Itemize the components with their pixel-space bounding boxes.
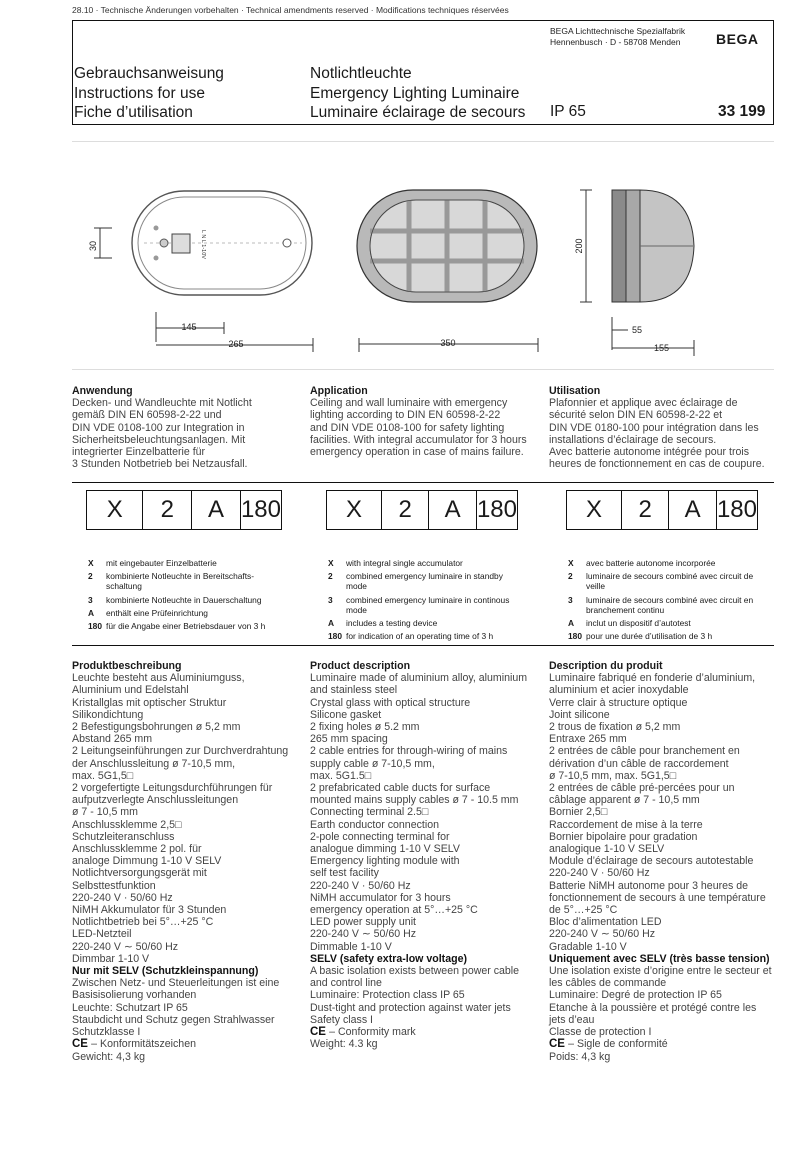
description-line: 220-240 V · 50/60 Hz	[72, 891, 173, 904]
description-line: Raccordement de mise à la terre	[549, 818, 703, 831]
legend-key: 2	[328, 571, 333, 582]
description-line: Abstand 265 mm	[72, 733, 153, 746]
description-line: Luminaire: Degré de protection IP 65	[549, 989, 722, 1002]
application-text-en-5: emergency operation in case of mains failure.	[310, 446, 524, 459]
description-line: Dimmbar 1-10 V	[72, 952, 150, 965]
application-text-fr-3: DIN VDE 0180-100 pour intégration dans les	[549, 421, 759, 434]
description-line: Bornier bipolaire pour gradation	[549, 830, 698, 843]
application-text-de-3: DIN VDE 0108-100 zur Integration in	[72, 421, 245, 434]
legend-value: pour une durée d’utilisation de 3 h	[586, 631, 713, 642]
description-line: Emergency lighting module with	[310, 855, 460, 868]
code-panel-fr	[566, 490, 758, 530]
legend-key: 180	[568, 631, 582, 642]
classification-code-box	[326, 490, 518, 530]
description-section-rule	[72, 645, 774, 646]
application-text-fr-1: Plafonnier et applique avec éclairage de	[549, 397, 738, 410]
description-line: and stainless steel	[310, 684, 398, 697]
description-line: Bloc d’alimentation LED	[549, 916, 662, 929]
brand-logo: BEGA	[716, 31, 759, 47]
description-line: emergency operation at 5°…+25 °C	[310, 904, 478, 917]
company-line-2: Hennenbusch · D - 58708 Menden	[550, 37, 681, 47]
description-line: Aluminium und Edelstahl	[72, 684, 189, 697]
legend-key: A	[328, 618, 335, 629]
legend-key: 3	[88, 594, 93, 605]
legend-value: kombinierte Notleuchte in Dauerschaltung	[106, 594, 262, 605]
application-heading-fr: Utilisation	[549, 385, 601, 397]
application-text-en-1: Ceiling and wall luminaire with emergency	[310, 397, 508, 410]
ce-conformity-row	[549, 1038, 777, 1050]
description-line: jets d’eau	[549, 1013, 595, 1026]
description-line: 2 prefabricated cable ducts for surface	[310, 782, 491, 795]
legend-value: combined emergency luminaire in standby mode	[346, 571, 503, 592]
company-line-1: BEGA Lichttechnische Spezialfabrik	[550, 26, 686, 36]
description-line: Classe de protection I	[549, 1026, 652, 1039]
application-text-de-1: Decken- und Wandleuchte mit Notlicht	[72, 397, 252, 410]
description-line: ø 7-10,5 mm, max. 5G1,5□	[549, 769, 677, 782]
application-text-de-6: 3 Stunden Notbetrieb bei Netzausfall.	[72, 458, 248, 471]
description-line: Kristallglas mit optischer Struktur	[72, 696, 227, 709]
description-line: de 5°…+25 °C	[549, 904, 618, 917]
description-line: Entraxe 265 mm	[549, 733, 627, 746]
description-line: 2-pole connecting terminal for	[310, 830, 450, 843]
description-subheading: Uniquement avec SELV (très basse tension)	[549, 952, 770, 965]
classification-code-box	[566, 490, 758, 530]
legend-value: mit eingebauter Einzelbatterie	[106, 558, 217, 568]
description-line: fonctionnement de secours à une température	[549, 891, 766, 904]
application-en	[310, 385, 538, 458]
dim-350: 350	[440, 338, 456, 348]
legend-row	[88, 558, 288, 568]
description-subheading: SELV (safety extra-low voltage)	[310, 952, 467, 965]
code-x: X	[87, 491, 143, 529]
description-line: self test facility	[310, 867, 379, 880]
legend-key: 2	[88, 571, 93, 582]
code-panel-en	[326, 490, 518, 530]
legend-row	[328, 558, 524, 568]
product-title-de: Notlichtleuchte	[310, 65, 412, 82]
ce-mark-text: – Sigle de conformité	[568, 1038, 668, 1051]
legend-value: für die Angabe einer Betriebsdauer von 3 h	[106, 621, 266, 632]
legend-key: 2	[568, 571, 573, 582]
description-line: LED power supply unit	[310, 916, 416, 929]
code-2: 2	[622, 491, 670, 529]
description-subheading: Nur mit SELV (Schutzkleinspannung)	[72, 965, 259, 978]
legend-row	[88, 608, 288, 618]
description-line: Luminaire fabriqué en fonderie d’aluminium,	[549, 672, 756, 685]
description-line: Bornier 2,5□	[549, 806, 608, 819]
code-180: 180	[240, 496, 281, 523]
legend-row	[568, 618, 768, 628]
ce-conformity-row	[310, 1026, 538, 1038]
product-title-fr: Luminaire éclairage de secours	[310, 104, 526, 121]
product-title	[310, 64, 525, 123]
description-line: 2 entrées de câble pour branchement en	[549, 745, 740, 758]
application-text-fr-4: installations d’éclairage de secours.	[549, 433, 717, 446]
ip-rating: IP 65	[550, 103, 586, 120]
legend-value: luminaire de secours combiné avec circuit en branchement continu	[586, 594, 754, 615]
dim-265: 265	[228, 339, 244, 349]
ce-mark-text: – Conformity mark	[329, 1026, 416, 1039]
description-line: and control line	[310, 977, 382, 990]
description-line: max. 5G1,5□	[72, 769, 134, 782]
description-line: NiMH Akkumulator für 3 Stunden	[72, 904, 227, 917]
description-line: analoge Dimmung 1-10 V SELV	[72, 855, 222, 868]
legend-key: X	[328, 558, 334, 568]
description-line: Joint silicone	[549, 708, 610, 721]
description-line: Dimmable 1-10 V	[310, 940, 392, 953]
application-text-en-2: lighting according to DIN EN 60598-2-22	[310, 409, 501, 422]
application-heading-de: Anwendung	[72, 385, 133, 397]
description-line: 265 mm spacing	[310, 733, 388, 746]
description-line: 220-240 V ∼ 50/60 Hz	[72, 940, 179, 953]
header-rule	[72, 124, 774, 125]
description-line: les câbles de commande	[549, 977, 667, 990]
description-line: Silicone gasket	[310, 708, 382, 721]
application-text-fr-6: heures de fonctionnement en cas de coupure.	[549, 458, 765, 471]
description-line: A basic isolation exists between power cable	[310, 965, 520, 978]
legend-value: luminaire de secours combiné avec circuit de veille	[586, 571, 754, 592]
weight-line: Weight: 4.3 kg	[310, 1038, 378, 1051]
description-line: Luminaire: Protection class IP 65	[310, 989, 465, 1002]
doc-type-fr: Fiche d’utilisation	[74, 104, 193, 121]
description-line: câblage apparent ø 7 - 10,5 mm	[549, 794, 700, 807]
description-line: dérivation d’un câble de raccordement	[549, 757, 729, 770]
ce-mark-icon: CE	[72, 1038, 92, 1051]
description-line: Leuchte: Schutzart IP 65	[72, 1001, 188, 1014]
ce-conformity-row	[72, 1038, 300, 1050]
legend-row	[88, 621, 288, 631]
description-line: Gradable 1-10 V	[549, 940, 627, 953]
product-title-en: Emergency Lighting Luminaire	[310, 84, 520, 102]
legend-key: X	[88, 558, 94, 568]
description-line: Staubdicht und Schutz gegen Strahlwasser	[72, 1013, 275, 1026]
description-line: LED-Netzteil	[72, 928, 132, 941]
code-a: A	[192, 491, 241, 529]
description-line: 220-240 V · 50/60 Hz	[549, 867, 650, 880]
description-line: analogique 1-10 V SELV	[549, 843, 665, 856]
dim-200: 200	[574, 238, 584, 254]
legend-value: avec batterie autonome incorporée	[586, 558, 716, 568]
product-number: 33 199	[718, 103, 766, 120]
description-line: 220-240 V ∼ 50/60 Hz	[310, 928, 417, 941]
application-text-en-3: and DIN VDE 0108-100 for safety lighting	[310, 421, 505, 434]
legend-key: A	[88, 607, 95, 618]
doc-type-de: Gebrauchsanweisung	[74, 65, 224, 82]
description-line: 2 entrées de câble pré-percées pour un	[549, 782, 735, 795]
legend-row	[328, 571, 524, 591]
description-line: der Anschlussleitung ø 7-10,5 mm,	[72, 757, 236, 770]
description-line: Silikondichtung	[72, 708, 144, 721]
code-section-rule	[72, 482, 774, 483]
code-180: 180	[716, 496, 757, 523]
legend-row	[328, 595, 524, 615]
description-line: NiMH accumulator for 3 hours	[310, 891, 451, 904]
technical-drawing	[72, 141, 774, 370]
top-note: 28.10 · Technische Änderungen vorbehalten · Technical amendments reserved · Modifications techniques réservées	[72, 5, 509, 15]
legend-value: for indication of an operating time of 3 h	[346, 631, 494, 642]
legend-row	[568, 558, 768, 568]
front-view	[357, 190, 538, 352]
code-2: 2	[382, 491, 430, 529]
application-fr	[549, 385, 777, 470]
legend-row	[568, 631, 768, 641]
code-2: 2	[143, 491, 192, 529]
description-line: Schutzklasse I	[72, 1026, 141, 1039]
dim-155: 155	[654, 343, 670, 353]
legend-value: combined emergency luminaire in continous mode	[346, 594, 510, 615]
legend-row	[88, 571, 288, 591]
legend-row	[328, 618, 524, 628]
back-view	[94, 191, 313, 352]
application-text-de-2: gemäß DIN EN 60598-2-22 und	[72, 409, 222, 422]
description-line: Selbsttestfunktion	[72, 879, 156, 892]
legend-key: 180	[328, 631, 342, 642]
classification-code-box	[86, 490, 282, 530]
description-line: supply cable ø 7-10,5 mm,	[310, 757, 435, 770]
company-address	[550, 26, 685, 48]
ce-mark-icon: CE	[310, 1026, 330, 1039]
description-fr	[549, 660, 777, 1063]
description-line: Batterie NiMH autonome pour 3 heures de	[549, 879, 749, 892]
drawing-svg	[72, 142, 774, 371]
description-line: Notlichtbetrieb bei 5°…+25 °C	[72, 916, 214, 929]
legend-row	[568, 571, 768, 591]
description-line: Earth conductor connection	[310, 818, 439, 831]
description-line: Luminaire made of aluminium alloy, aluminium	[310, 672, 528, 685]
dim-55: 55	[632, 325, 643, 335]
ce-mark-icon: CE	[549, 1038, 569, 1051]
description-line: 2 trous de fixation ø 5,2 mm	[549, 721, 681, 734]
description-line: Leuchte besteht aus Aluminiumguss,	[72, 672, 245, 685]
description-line: 2 Befestigungsbohrungen ø 5,2 mm	[72, 721, 241, 734]
legend-key: 180	[88, 621, 102, 632]
description-heading: Produktbeschreibung	[72, 660, 182, 672]
description-line: Verre clair à structure optique	[549, 696, 688, 709]
ce-mark-text: – Konformitätszeichen	[91, 1038, 196, 1051]
code-legend-fr	[568, 558, 768, 644]
dim-30: 30	[88, 240, 98, 252]
legend-value: inclut un dispositif d’autotest	[586, 618, 691, 629]
code-panel-de	[86, 490, 282, 530]
legend-row	[568, 595, 768, 615]
description-line: Connecting terminal 2.5□	[310, 806, 429, 819]
dim-145: 145	[181, 322, 197, 332]
description-line: 2 Leitungseinführungen zur Durchverdrahtung	[72, 745, 289, 758]
description-line: Safety class I	[310, 1013, 373, 1026]
legend-key: A	[568, 618, 575, 629]
legend-value: kombinierte Notleuchte in Bereitschafts-schaltung	[106, 571, 255, 592]
legend-value: with integral single accumulator	[346, 558, 463, 568]
description-line: Anschlussklemme 2,5□	[72, 818, 182, 831]
description-line: Module d’éclairage de secours autotestable	[549, 855, 754, 868]
weight-line: Poids: 4,3 kg	[549, 1050, 611, 1063]
description-heading: Description du produit	[549, 660, 663, 672]
application-text-en-4: facilities. With integral accumulator for 3 hours	[310, 433, 527, 446]
description-line: Etanche à la poussière et protégé contre les	[549, 1001, 757, 1014]
description-line: Anschlussklemme 2 pol. für	[72, 843, 202, 856]
description-line: analogue dimming 1-10 V SELV	[310, 843, 460, 856]
description-line: aluminium et acier inoxydable	[549, 684, 689, 697]
description-line: Basisisolierung vorhanden	[72, 989, 197, 1002]
application-heading-en: Application	[310, 385, 368, 397]
description-line: Dust-tight and protection against water jets	[310, 1001, 511, 1014]
description-line: aufputzverlegte Anschlussleitungen	[72, 794, 239, 807]
doc-type-en: Instructions for use	[74, 84, 205, 102]
code-x: X	[327, 491, 382, 529]
application-text-de-5: integrierter Einzelbatterie für	[72, 446, 206, 459]
description-en	[310, 660, 538, 1051]
legend-value: includes a testing device	[346, 618, 438, 629]
description-line: mounted mains supply cables ø 7 - 10.5 mm	[310, 794, 519, 807]
legend-key: X	[568, 558, 574, 568]
legend-value: enthält eine Prüfeinrichtung	[106, 607, 208, 618]
description-line: Une isolation existe d’origine entre le secteur et	[549, 965, 772, 978]
code-x: X	[567, 491, 622, 529]
weight-line: Gewicht: 4,3 kg	[72, 1050, 146, 1063]
description-line: Zwischen Netz- und Steuerleitungen ist eine	[72, 977, 280, 990]
application-de	[72, 385, 300, 470]
application-text-fr-2: sécurité selon DIN EN 60598-2-22 et	[549, 409, 723, 422]
description-line: 2 cable entries for through-wiring of mains	[310, 745, 508, 758]
terminal-label: L N L 1-10V	[200, 230, 206, 259]
legend-key: 3	[328, 594, 333, 605]
description-line: 2 vorgefertigte Leitungsdurchführungen für	[72, 782, 273, 795]
legend-row	[88, 595, 288, 605]
description-line: 220-240 V · 50/60 Hz	[310, 879, 411, 892]
code-a: A	[669, 491, 717, 529]
description-line: Schutzleiteranschluss	[72, 830, 175, 843]
description-de	[72, 660, 300, 1063]
legend-key: 3	[568, 594, 573, 605]
description-line: 220-240 V ∼ 50/60 Hz	[549, 928, 656, 941]
legend-row	[328, 631, 524, 641]
description-line: Crystal glass with optical structure	[310, 696, 471, 709]
code-legend-de	[88, 558, 288, 634]
code-180: 180	[476, 496, 517, 523]
description-line: max. 5G1.5□	[310, 769, 372, 782]
application-text-de-4: Sicherheitsbeleuchtungsanlagen. Mit	[72, 433, 246, 446]
description-heading: Product description	[310, 660, 411, 672]
document-type	[74, 64, 224, 123]
code-legend-en	[328, 558, 524, 644]
description-line: 2 fixing holes ø 5.2 mm	[310, 721, 420, 734]
description-line: Notlichtversorgungsgerät mit	[72, 867, 207, 880]
application-text-fr-5: Avec batterie autonome intégrée pour trois	[549, 446, 750, 459]
code-a: A	[429, 491, 477, 529]
description-line: ø 7 - 10,5 mm	[72, 806, 138, 819]
